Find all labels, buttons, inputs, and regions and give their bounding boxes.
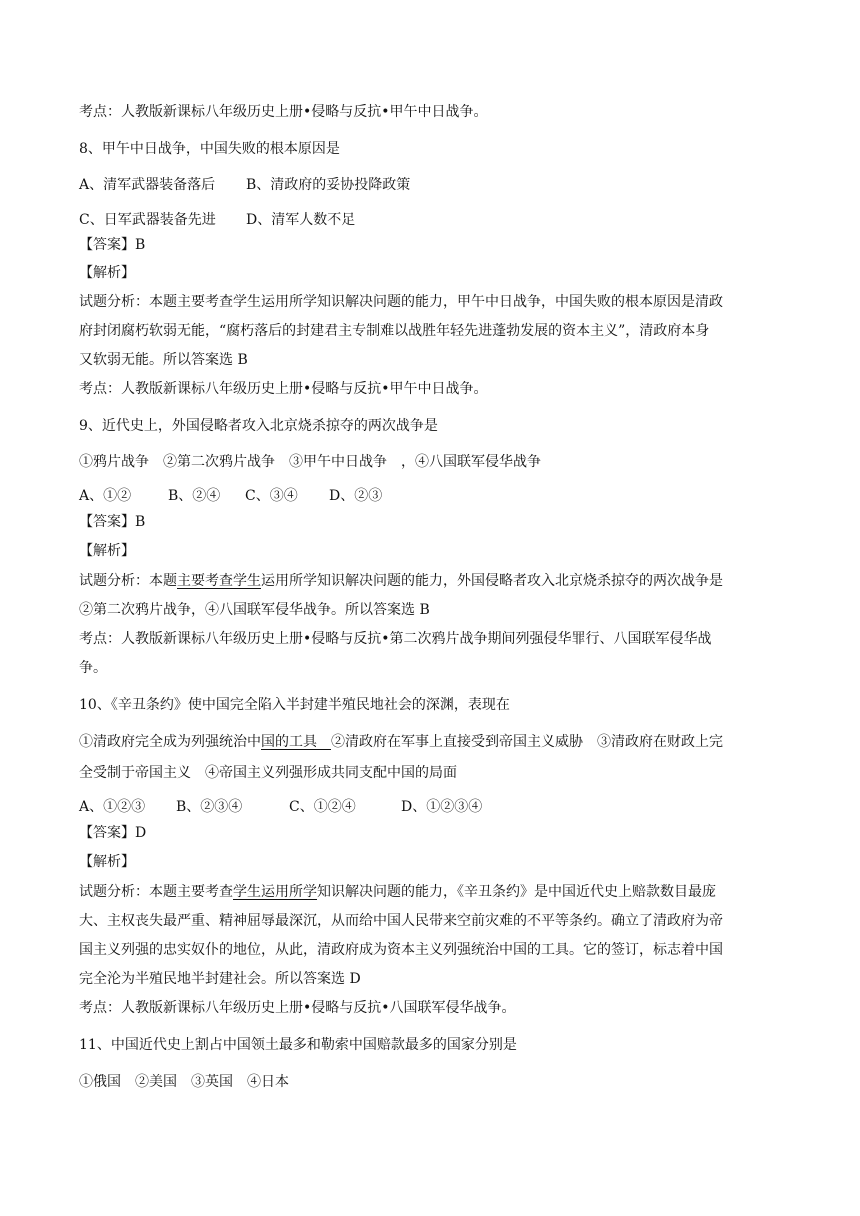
q8-option-d: D、清军人数不足 xyxy=(246,212,356,228)
q10-analysis-pre: 试题分析：本题主要考查 xyxy=(79,884,233,900)
q11-items: ①俄国 ②美国 ③英国 ④日本 xyxy=(79,1074,289,1090)
q8-option-a: A、清军武器装备落后 xyxy=(79,177,216,193)
q10-analysis-line: 完全沦为半殖民地半封建社会。所以答案选 D xyxy=(79,971,361,987)
q9-options xyxy=(79,487,382,505)
q10-analysis-line: 国主义列强的忠实奴仆的地位，从此，清政府成为资本主义列强统治中国的工具。它的签订，标志着中国 xyxy=(79,942,723,958)
q10-analysis-underlined: 学生运用所学 xyxy=(233,884,317,900)
q10-analysis-label: 【解析】 xyxy=(79,854,135,870)
q8-analysis-line: 府封闭腐朽软弱无能，“腐朽落后的封建君主专制难以战胜年轻先进蓬勃发展的资本主义”，清政府本身 xyxy=(79,323,710,339)
q10-option-d: D、①②③④ xyxy=(401,799,483,815)
q9-items: ①鸦片战争 ②第二次鸦片战争 ③甲午中日战争 ，④八国联军侵华战争 xyxy=(79,454,541,470)
q9-analysis-line xyxy=(79,572,723,590)
q8-analysis-line: 试题分析：本题主要考查学生运用所学知识解决问题的能力，甲午中日战争，中国失败的根本原因是清政 xyxy=(79,294,723,310)
q8-options-row2 xyxy=(79,211,355,229)
q10-items-post: ②清政府在军事上直接受到帝国主义威胁 ③清政府在财政上完 xyxy=(331,734,723,750)
q10-items-underlined: 国的工具 xyxy=(261,734,331,750)
q10-kaodian: 考点：人教版新课标八年级历史上册•侵略与反抗•八国联军侵华战争。 xyxy=(79,1000,516,1016)
q10-items-cont: 全受制于帝国主义 ④帝国主义列强形成共同支配中国的局面 xyxy=(79,765,457,781)
q9-kaodian-cont: 争。 xyxy=(79,660,107,676)
q9-answer: 【答案】B xyxy=(79,514,146,530)
q9-option-a: A、①② xyxy=(79,488,132,504)
q8-question: 8、甲午中日战争，中国失败的根本原因是 xyxy=(79,141,340,157)
q9-analysis-post: 运用所学知识解决问题的能力，外国侵略者攻入北京烧杀掠夺的两次战争是 xyxy=(261,573,723,589)
q9-analysis-line: ②第二次鸦片战争，④八国联军侵华战争。所以答案选 B xyxy=(79,602,430,618)
q7-kaodian: 考点：人教版新课标八年级历史上册•侵略与反抗•甲午中日战争。 xyxy=(79,104,488,120)
q9-option-b: B、②④ xyxy=(168,488,221,504)
q9-analysis-underlined: 主要考查学生 xyxy=(177,573,261,589)
q8-options-row1 xyxy=(79,176,410,194)
q10-answer: 【答案】D xyxy=(79,825,147,841)
q8-analysis-line: 又软弱无能。所以答案选 B xyxy=(79,352,248,368)
q8-option-b: B、清政府的妥协投降政策 xyxy=(246,177,411,193)
q9-analysis-pre: 试题分析：本题 xyxy=(79,573,177,589)
q9-analysis-label: 【解析】 xyxy=(79,543,135,559)
q10-analysis-post: 知识解决问题的能力，《辛丑条约》是中国近代史上赔款数目最庞 xyxy=(317,884,716,900)
q10-option-a: A、①②③ xyxy=(79,799,146,815)
q9-kaodian: 考点：人教版新课标八年级历史上册•侵略与反抗•第二次鸦片战争期间列强侵华罪行、八国联军侵华战 xyxy=(79,631,712,647)
q10-items xyxy=(79,733,723,751)
q10-option-b: B、②③④ xyxy=(176,799,243,815)
q10-option-c: C、①②④ xyxy=(289,799,356,815)
q11-question: 11、中国近代史上割占中国领土最多和勒索中国赔款最多的国家分别是 xyxy=(79,1037,517,1053)
q9-option-d: D、②③ xyxy=(329,488,383,504)
q9-question: 9、近代史上，外国侵略者攻入北京烧杀掠夺的两次战争是 xyxy=(79,418,438,434)
q8-answer: 【答案】B xyxy=(79,237,146,253)
q8-kaodian: 考点：人教版新课标八年级历史上册•侵略与反抗•甲午中日战争。 xyxy=(79,381,488,397)
q9-option-c: C、③④ xyxy=(245,488,298,504)
q10-options xyxy=(79,798,482,816)
q10-analysis-line xyxy=(79,883,716,901)
q10-items-pre: ①清政府完全成为列强统治中 xyxy=(79,734,261,750)
q8-analysis-label: 【解析】 xyxy=(79,265,135,281)
q8-option-c: C、日军武器装备先进 xyxy=(79,212,216,228)
q10-analysis-line: 大、主权丧失最严重、精神屈辱最深沉，从而给中国人民带来空前灾难的不平等条约。确立了清政府为帝 xyxy=(79,913,723,929)
q10-question: 10、《辛丑条约》使中国完全陷入半封建半殖民地社会的深渊，表现在 xyxy=(79,697,510,713)
